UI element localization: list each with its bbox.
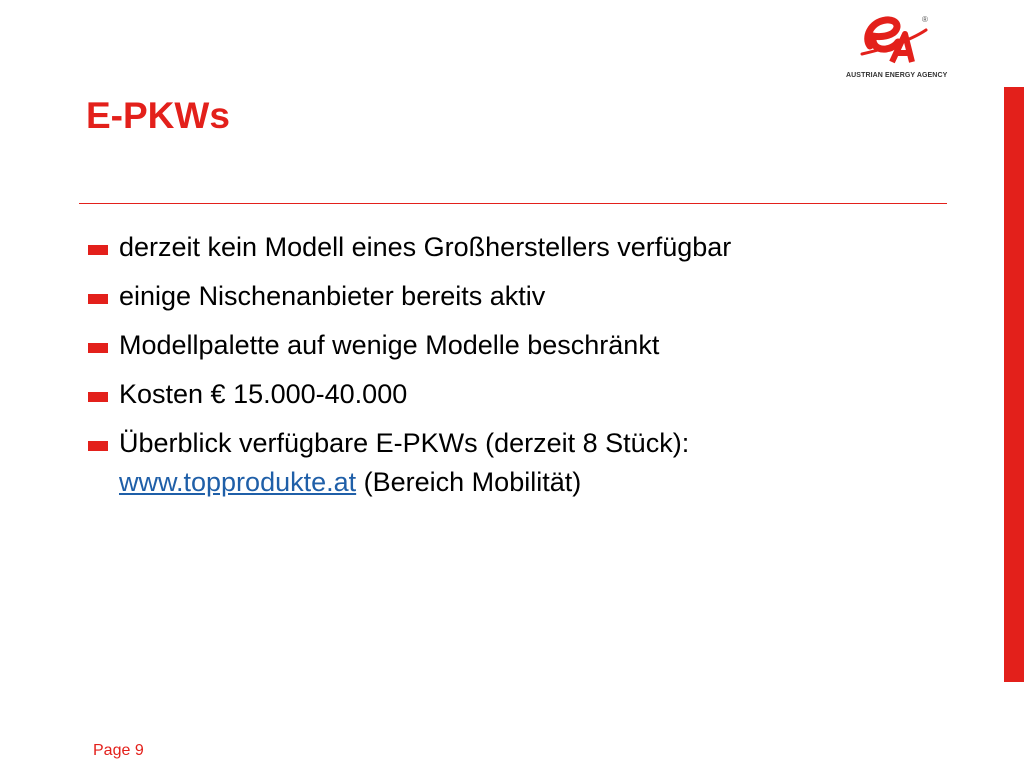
bullet-text: einige Nischenanbieter bereits aktiv bbox=[119, 281, 546, 311]
ea-logo-icon bbox=[860, 12, 940, 70]
list-item bbox=[86, 326, 966, 365]
bullet-text: Kosten € 15.000-40.000 bbox=[119, 379, 408, 409]
bullet-marker-icon bbox=[88, 294, 108, 304]
bullet-marker-icon bbox=[88, 441, 108, 451]
bullet-text: Modellpalette auf wenige Modelle beschränkt bbox=[119, 330, 660, 360]
bullet-text: derzeit kein Modell eines Großherstellers verfügbar bbox=[119, 232, 732, 262]
bullet-marker-icon bbox=[88, 343, 108, 353]
list-item bbox=[86, 228, 966, 267]
bullet-marker-icon bbox=[88, 392, 108, 402]
list-item bbox=[86, 375, 966, 414]
page-number: Page 9 bbox=[93, 742, 144, 759]
list-item bbox=[86, 277, 966, 316]
bullet-text: Überblick verfügbare E-PKWs (derzeit 8 Stück): bbox=[119, 428, 690, 458]
topprodukte-link[interactable]: www.topprodukte.at bbox=[119, 467, 357, 497]
svg-text:®: ® bbox=[922, 15, 928, 24]
list-item bbox=[86, 424, 966, 502]
right-accent-bar bbox=[1004, 87, 1024, 682]
title-divider bbox=[79, 203, 947, 204]
logo-text: AUSTRIAN ENERGY AGENCY bbox=[846, 72, 948, 79]
link-suffix: (Bereich Mobilität) bbox=[356, 467, 582, 497]
slide-title: E-PKWs bbox=[86, 95, 230, 136]
bullet-marker-icon bbox=[88, 245, 108, 255]
bullet-list bbox=[86, 228, 966, 512]
austrian-energy-agency-logo bbox=[840, 12, 952, 82]
